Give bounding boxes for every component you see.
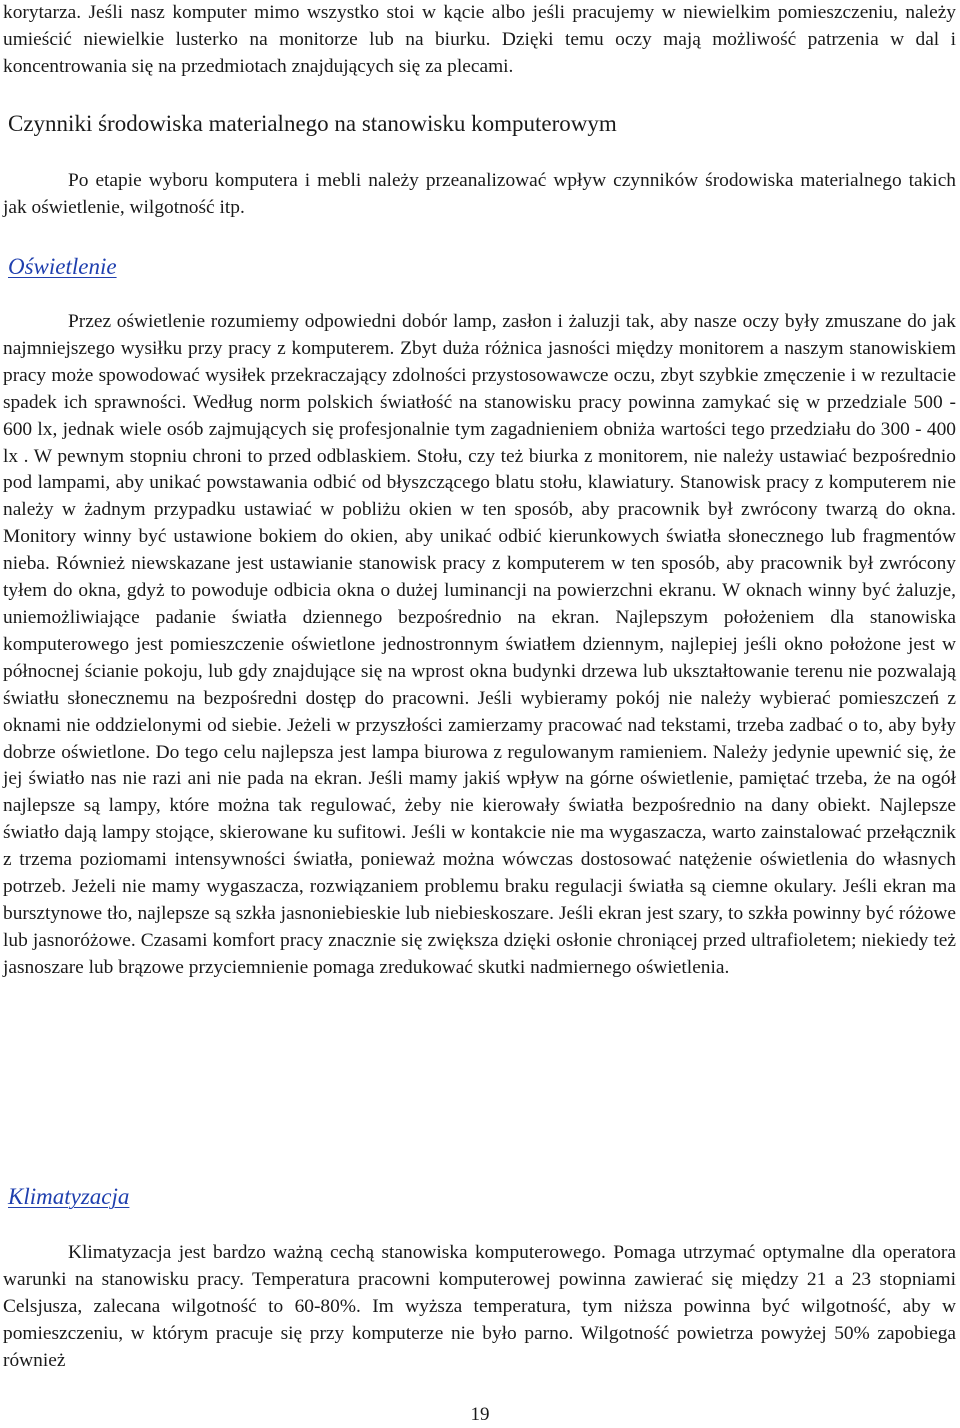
lighting-heading: Oświetlenie bbox=[8, 254, 117, 279]
section-intro-paragraph: Po etapie wyboru komputera i mebli należy przeanalizować wpływ czynników środowiska materialnego takich jak oświetlenie, wilgotność itp. bbox=[3, 170, 956, 218]
lighting-paragraph: Przez oświetlenie rozumiemy odpowiedni dobór lamp, zasłon i żaluzji tak, aby nasze oczy były zmuszane do jak najmniejszego wysiłku przy pracy z komputerem. Zbyt duża różnica jasności między monitorem a naszym stanowiskiem pracy może spowodować wysiłek przekraczający zdolności przystosowawcze oczu, zbyt szybkie zmęczenie i w rezultacie spadek ich sprawności. Według norm polskich światłość na stanowisku pracy powinna zamykać się w przedziale 500 - 600 lx, jednak wiele osób zajmujących się profesjonalnie tym zagadnieniem obniża wartości tego przedziału do 300 - 400 lx . W pewnym stopniu chroni to przed odblaskiem. Stołu, czy też biurka z monitorem, nie należy ustawiać bezpośrednio pod lampami, aby unikać powstawania odbić od błyszczącego blatu stołu, klawiatury. Stanowisk pracy z komputerem nie należy w żadnym przypadku ustawiać w pobliżu okien w ten sposób, aby pracownik był zwrócony twarzą do okna. Monitory winny być ustawione bokiem do okien, aby unikać odbić kierunkowych światła słonecznego lub fragmentów nieba. Również niewskazane jest ustawianie stanowisk pracy z komputerem w ten sposób, aby pracownik był zwrócony tyłem do okna, gdyż to powoduje odbicia okna o dużej luminancji na powierzchni ekranu. W oknach winny być żaluzje, uniemożliwiające padanie światła dziennego bezpośrednio na ekran. Najlepszym położeniem dla stanowiska komputerowego jest pomieszczenie oświetlone jednostronnym światłem dziennym, najlepiej jeśli okno położone jest w północnej ścianie pokoju, lub gdy znajdujące się na wprost okna budynki drzewa lub ukształtowanie terenu nie pozwalają światłu słonecznemu na bezpośredni dostęp do pracowni. Jeśli wybieramy pokój nie należy wybierać pomieszczeń z oknami nie oddzielonymi od siebie. Jeżeli w przyszłości zamierzamy pracować nad tekstami, trzeba zadbać o to, aby były dobrze oświetlone. Do tego celu najlepsza jest lampa biurowa z regulowanym ramieniem. Należy jedynie upewnić się, że jej światło nas nie razi ani nie pada na ekran. Jeśli mamy jakiś wpływ na górne oświetlenie, pamiętać trzeba, że na ogół najlepsze są lampy, które można tak regulować, żeby nie kierowały światła bezpośrednio na dany obiekt. Najlepsze światło dają lampy stojące, skierowane ku sufitowi. Jeśli w kontakcie nie ma wygaszacza, warto zainstalować przełącznik z trzema poziomami intensywności światła, ponieważ można wówczas dostosować natężenie oświetlenia do własnych potrzeb. Jeżeli nie mamy wygaszacza, rozwiązaniem problemu braku regulacji światła są ciemne okulary. Jeśli ekran ma bursztynowe tło, najlepsze są szkła jasnoniebieskie lub niebieskoszare. Jeśli ekran jest szary, to szkła powinny być różowe lub jasnoróżowe. Czasami komfort pracy znacznie się zwiększa dzięki osłonie chroniącej przed ultrafioletem; niekiedy też jasnoszare lub brązowe przyciemnienie pomaga zredukować skutki nadmiernego oświetlenia. bbox=[3, 311, 956, 978]
air-conditioning-paragraph: Klimatyzacja jest bardzo ważną cechą stanowiska komputerowego. Pomaga utrzymać optymalne dla operatora warunki na stanowisku pracy. Temperatura pracowni komputerowej powinna zawierać się między 21 a 23 stopniami Celsjusza, zalecana wilgotność to 60-80%. Im wyższa temperatura, tym niższa powinna być wilgotność, aby w pomieszczeniu, w którym pracuje się przy komputerze nie było parno. Wilgotność powietrza powyżej 50% zapobiega również bbox=[3, 1242, 956, 1371]
air-conditioning-heading: Klimatyzacja bbox=[8, 1184, 130, 1209]
page-number: 19 bbox=[470, 1404, 490, 1425]
intro-paragraph: korytarza. Jeśli nasz komputer mimo wszystko stoi w kącie albo jeśli pracujemy w niewielkim pomieszczeniu, należy umieścić niewielkie lusterko na monitorze lub na biurku. Dzięki temu oczy mają możliwość patrzenia w dal i koncentrowania się na przedmiotach znajdujących się za plecami. bbox=[3, 2, 956, 77]
section-heading: Czynniki środowiska materialnego na stanowisku komputerowym bbox=[8, 111, 617, 136]
